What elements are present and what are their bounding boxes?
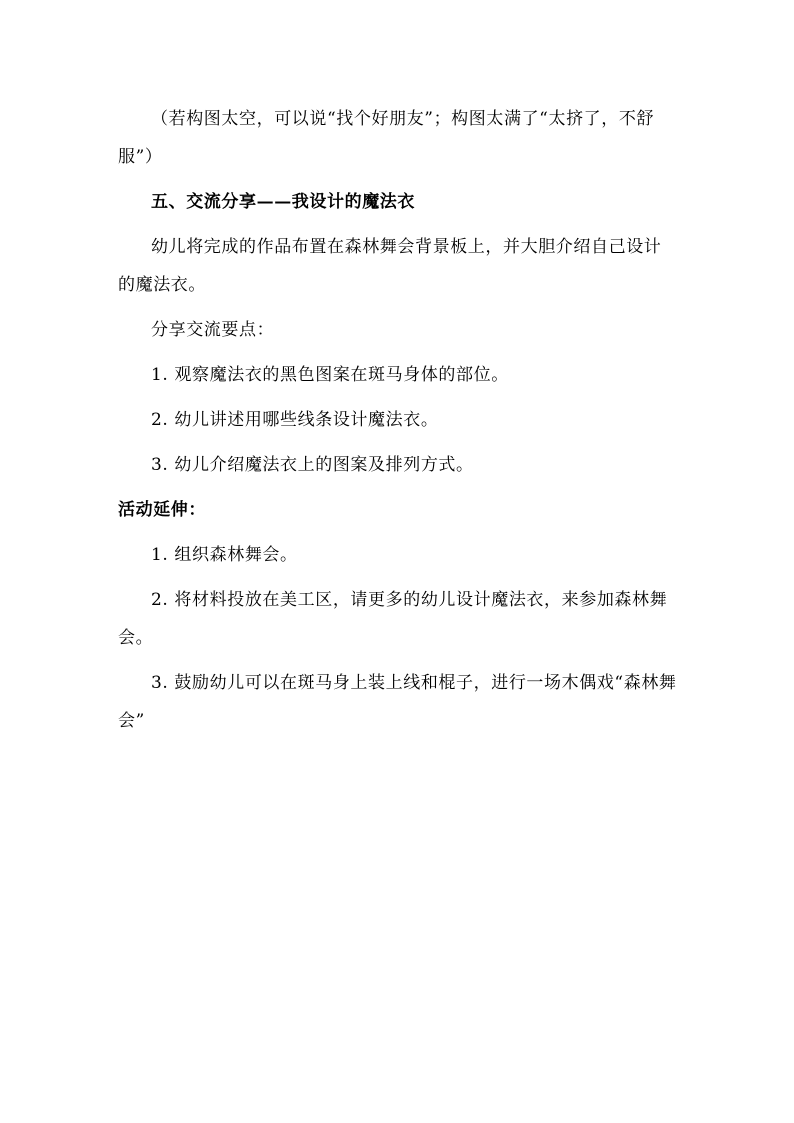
- paragraph-sharing-points-label: 分享交流要点：: [151, 320, 275, 340]
- document-body: [118, 100, 678, 747]
- section-heading-sharing: 五、交流分享——我设计的魔法衣: [151, 192, 415, 212]
- list-item-point-1: 1. 观察魔法衣的黑色图案在斑马身体的部位。: [151, 365, 509, 385]
- list-item-extension-3: 3. 鼓励幼儿可以在斑马身上装上线和棍子，进行一场木偶戏“森林舞会”: [118, 673, 677, 731]
- section-heading-extension: 活动延伸：: [118, 500, 206, 520]
- paragraph-composition-tip: （若构图太空，可以说“找个好朋友”；构图太满了“太挤了，不舒服”）: [118, 109, 655, 167]
- paragraph-sharing-intro: 幼儿将完成的作品布置在森林舞会背景板上，并大胆介绍自己设计的魔法衣。: [118, 237, 662, 295]
- list-item-point-2: 2. 幼儿讲述用哪些线条设计魔法衣。: [151, 410, 439, 430]
- list-item-extension-1: 1. 组织森林舞会。: [151, 545, 298, 565]
- list-item-point-3: 3. 幼儿介绍魔法衣上的图案及排列方式。: [151, 455, 474, 475]
- list-item-extension-2: 2. 将材料投放在美工区，请更多的幼儿设计魔法衣，来参加森林舞会。: [118, 590, 668, 648]
